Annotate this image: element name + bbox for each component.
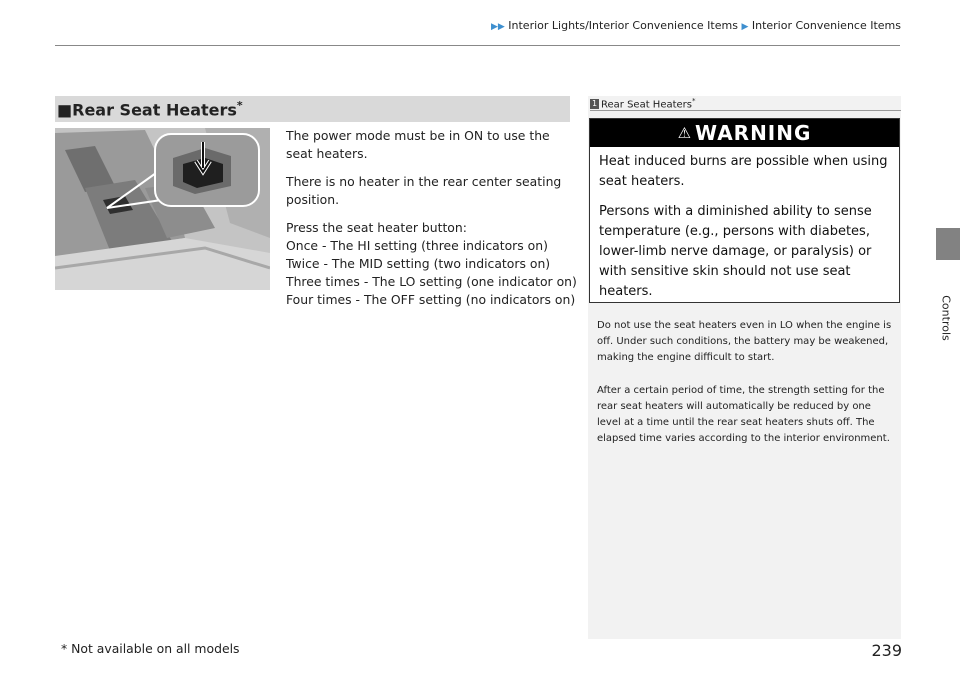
section-header (55, 96, 570, 122)
breadcrumb-part-1[interactable]: Interior Lights/Interior Convenience Items (508, 19, 738, 32)
breadcrumb-part-2[interactable]: Interior Convenience Items (751, 19, 901, 32)
settings-intro: Press the seat heater button: (286, 220, 467, 235)
sidebar-reference (590, 97, 696, 110)
sidebar-reference-title: Rear Seat Heaters (601, 99, 692, 111)
footnote: * Not available on all models (61, 641, 240, 656)
triangle-right-icon: ▶▶ (490, 22, 505, 32)
sidebar-rule (590, 110, 901, 111)
chapter-tab[interactable] (936, 228, 960, 260)
warning-triangle-icon: ⚠ (677, 124, 692, 142)
body-text (286, 127, 576, 309)
paragraph-center-seat: There is no heater in the rear center seating position. (286, 174, 562, 207)
triangle-right-icon: ▶ (741, 22, 749, 32)
reference-number-icon: 1 (591, 99, 598, 109)
chapter-label-text: Controls (939, 295, 953, 341)
section-title-asterisk: * (236, 99, 243, 112)
note-engine-off: Do not use the seat heaters even in LO when the engine is off. Under such conditions, the battery may be weakened, making the engine difficult to start. (597, 320, 892, 363)
paragraph-power-mode: The power mode must be in ON to use the seat heaters. (286, 128, 550, 161)
sidebar-reference-asterisk: * (692, 97, 696, 105)
settings-list (286, 219, 576, 309)
warning-body (599, 152, 891, 312)
breadcrumb (472, 19, 901, 32)
section-title: ■Rear Seat Heaters* (57, 99, 243, 120)
setting-three-times: Three times - The LO setting (one indicator on) (286, 274, 577, 289)
page-number: 239 (871, 641, 902, 660)
section-title-text: Rear Seat Heaters (72, 100, 237, 120)
setting-once: Once - The HI setting (three indicators on) (286, 238, 548, 253)
warning-header (590, 119, 899, 147)
warning-heading: WARNING (695, 121, 812, 145)
header-rule (55, 45, 900, 46)
warning-paragraph-burns: Heat induced burns are possible when using seat heaters. (599, 154, 888, 189)
door-panel-illustration (55, 128, 270, 290)
warning-paragraph-sensitivity: Persons with a diminished ability to sense temperature (e.g., persons with diabetes, lower-limb nerve damage, or paralysis) or with sensitive skin should not use seat heaters. (599, 204, 872, 299)
setting-four-times: Four times - The OFF setting (no indicators on) (286, 292, 576, 307)
warning-box (589, 118, 900, 303)
setting-twice: Twice - The MID setting (two indicators on) (286, 256, 551, 271)
chapter-label (938, 288, 954, 348)
seat-heater-button-photo (55, 128, 270, 290)
note-auto-reduce: After a certain period of time, the strength setting for the rear seat heaters will automatically be reduced by one level at a time until the rear seat heaters shuts off. The elapsed time varies according to the interior environment. (597, 385, 890, 444)
